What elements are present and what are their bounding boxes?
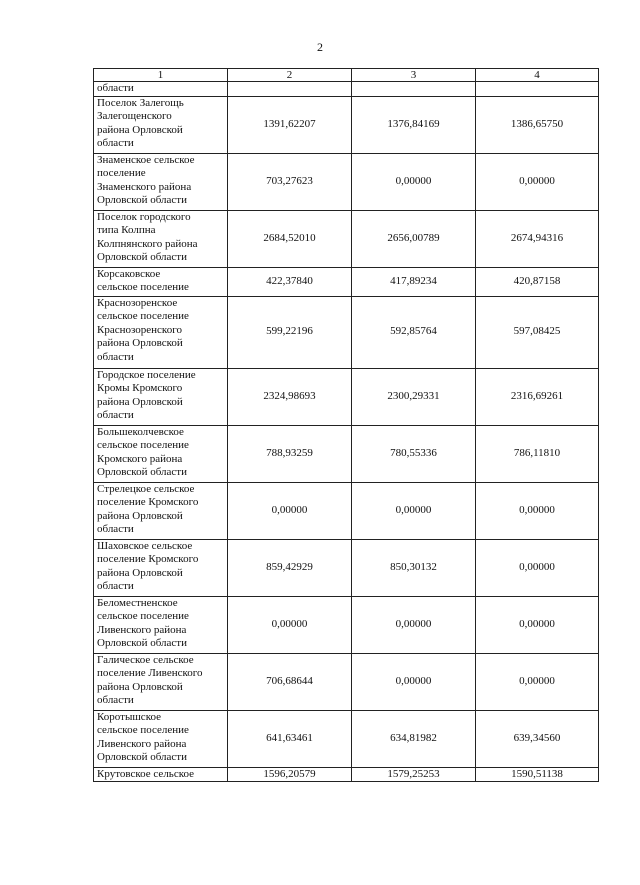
value-col2-cell: 1391,62207 bbox=[228, 96, 352, 153]
table-row bbox=[94, 82, 599, 97]
table-row bbox=[94, 96, 599, 153]
value-col4-cell bbox=[476, 82, 599, 97]
value-col3-cell: 0,00000 bbox=[352, 596, 476, 653]
value-col3-cell: 2300,29331 bbox=[352, 368, 476, 425]
value-col3-cell bbox=[352, 82, 476, 97]
value-col3-cell: 0,00000 bbox=[352, 482, 476, 539]
value-col3-cell: 1579,25253 bbox=[352, 767, 476, 782]
table-row bbox=[94, 653, 599, 710]
table-row bbox=[94, 296, 599, 368]
value-col4-cell: 2674,94316 bbox=[476, 210, 599, 267]
value-col3-cell: 0,00000 bbox=[352, 653, 476, 710]
table-row bbox=[94, 767, 599, 782]
value-col4-cell: 420,87158 bbox=[476, 267, 599, 296]
value-col4-cell: 0,00000 bbox=[476, 596, 599, 653]
value-col2-cell: 2324,98693 bbox=[228, 368, 352, 425]
value-col2-cell: 0,00000 bbox=[228, 482, 352, 539]
value-col3-cell: 417,89234 bbox=[352, 267, 476, 296]
value-col4-cell: 2316,69261 bbox=[476, 368, 599, 425]
value-col2-cell: 641,63461 bbox=[228, 710, 352, 767]
table-body bbox=[94, 82, 599, 782]
value-col2-cell: 0,00000 bbox=[228, 596, 352, 653]
value-col4-cell: 1590,51138 bbox=[476, 767, 599, 782]
table-row bbox=[94, 267, 599, 296]
column-header-3: 3 bbox=[352, 69, 476, 82]
settlement-name-cell: Стрелецкое сельское поселение Кромского района Орловской области bbox=[94, 482, 228, 539]
table-row bbox=[94, 710, 599, 767]
value-col2-cell: 2684,52010 bbox=[228, 210, 352, 267]
table-row bbox=[94, 368, 599, 425]
value-col4-cell: 786,11810 bbox=[476, 425, 599, 482]
value-col3-cell: 780,55336 bbox=[352, 425, 476, 482]
settlement-name-cell: Краснозоренское сельское поселение Краснозоренского района Орловской области bbox=[94, 296, 228, 368]
settlement-name-cell: Шаховское сельское поселение Кромского района Орловской области bbox=[94, 539, 228, 596]
value-col2-cell: 1596,20579 bbox=[228, 767, 352, 782]
value-col2-cell: 788,93259 bbox=[228, 425, 352, 482]
value-col2-cell: 859,42929 bbox=[228, 539, 352, 596]
value-col3-cell: 2656,00789 bbox=[352, 210, 476, 267]
data-table bbox=[93, 68, 599, 782]
settlement-name-cell: Знаменское сельское поселение Знаменского района Орловской области bbox=[94, 153, 228, 210]
table-row bbox=[94, 596, 599, 653]
settlement-name-cell: Поселок Залегощь Залегощенского района Орловской области bbox=[94, 96, 228, 153]
settlement-name-cell: Крутовское сельское bbox=[94, 767, 228, 782]
table-row bbox=[94, 153, 599, 210]
value-col4-cell: 0,00000 bbox=[476, 153, 599, 210]
value-col2-cell: 706,68644 bbox=[228, 653, 352, 710]
value-col3-cell: 1376,84169 bbox=[352, 96, 476, 153]
settlement-name-cell: области bbox=[94, 82, 228, 97]
settlement-name-cell: Городское поселение Кромы Кромского района Орловской области bbox=[94, 368, 228, 425]
value-col3-cell: 592,85764 bbox=[352, 296, 476, 368]
value-col4-cell: 639,34560 bbox=[476, 710, 599, 767]
column-header-4: 4 bbox=[476, 69, 599, 82]
settlement-name-cell: Большеколчевское сельское поселение Кромского района Орловской области bbox=[94, 425, 228, 482]
settlement-name-cell: Корсаковское сельское поселение bbox=[94, 267, 228, 296]
value-col2-cell: 422,37840 bbox=[228, 267, 352, 296]
settlement-name-cell: Галическое сельское поселение Ливенского района Орловской области bbox=[94, 653, 228, 710]
value-col4-cell: 597,08425 bbox=[476, 296, 599, 368]
settlement-name-cell: Беломестненское сельское поселение Ливенского района Орловской области bbox=[94, 596, 228, 653]
value-col4-cell: 0,00000 bbox=[476, 482, 599, 539]
value-col4-cell: 0,00000 bbox=[476, 539, 599, 596]
table-row bbox=[94, 539, 599, 596]
table-row bbox=[94, 425, 599, 482]
header-row bbox=[94, 69, 599, 82]
value-col2-cell bbox=[228, 82, 352, 97]
settlement-name-cell: Коротышское сельское поселение Ливенского района Орловской области bbox=[94, 710, 228, 767]
page-number: 2 bbox=[317, 40, 323, 54]
settlement-name-cell: Поселок городского типа Колпна Колпнянского района Орловской области bbox=[94, 210, 228, 267]
value-col2-cell: 599,22196 bbox=[228, 296, 352, 368]
value-col2-cell: 703,27623 bbox=[228, 153, 352, 210]
value-col3-cell: 0,00000 bbox=[352, 153, 476, 210]
value-col3-cell: 634,81982 bbox=[352, 710, 476, 767]
table-row bbox=[94, 482, 599, 539]
value-col3-cell: 850,30132 bbox=[352, 539, 476, 596]
column-header-1: 1 bbox=[94, 69, 228, 82]
table-row bbox=[94, 210, 599, 267]
column-header-2: 2 bbox=[228, 69, 352, 82]
value-col4-cell: 1386,65750 bbox=[476, 96, 599, 153]
value-col4-cell: 0,00000 bbox=[476, 653, 599, 710]
